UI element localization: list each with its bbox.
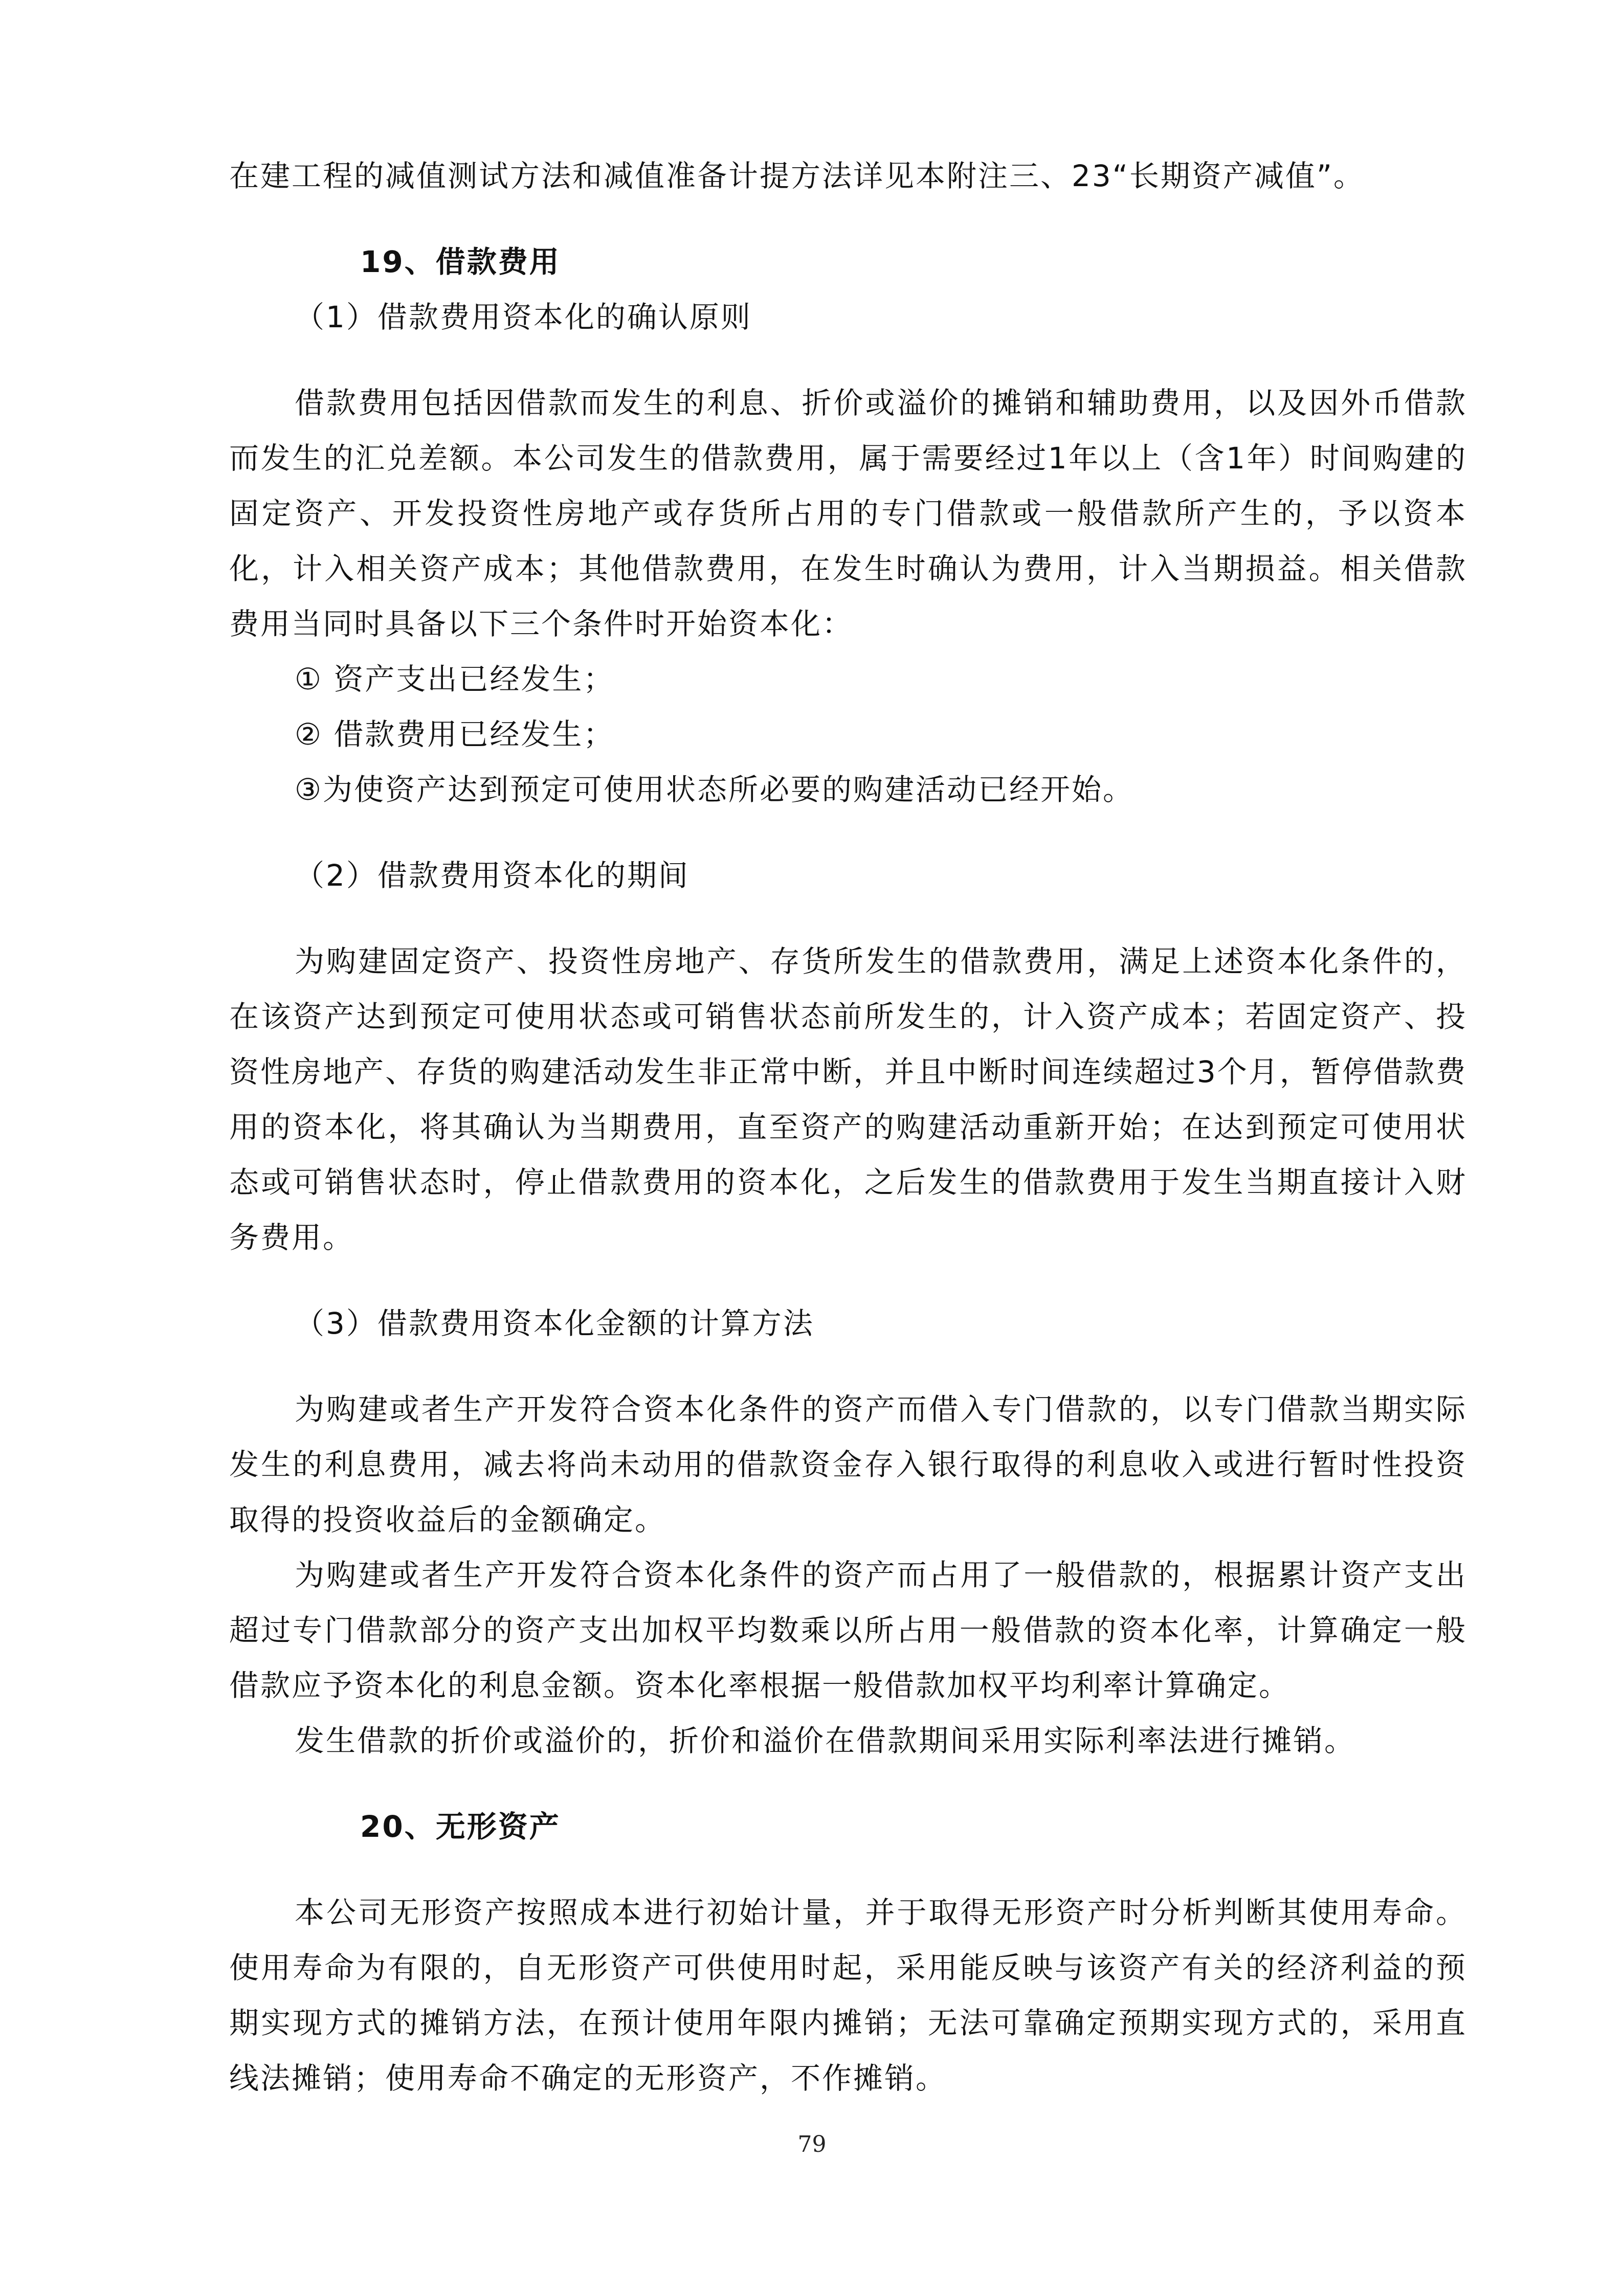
spacer	[229, 817, 1467, 848]
list-item: ③为使资产达到预定可使用状态所必要的购建活动已经开始。	[295, 772, 1134, 807]
spacer	[229, 204, 1467, 234]
section-19-sub2-title: （2）借款费用资本化的期间	[295, 858, 689, 893]
section-20-heading: 20、无形资产	[360, 1809, 561, 1844]
spacer	[229, 1351, 1467, 1382]
section-19-sub2-paragraph: 为购建固定资产、投资性房地产、存货所发生的借款费用，满足上述资本化条件的，在该资产达到预定可使用状态或可销售状态前所发生的，计入资产成本；若固定资产、投资性房地产、存货的购建活动发生非正常中断，并且中断时间连续超过3个月，暂停借款费用的资本化，将其确认为当期费用，直至资产的购建活动重新开始；在达到预定可使用状态或可销售状态时，停止借款费用的资本化，之后发生的借款费用于发生当期直接计入财务费用。	[229, 944, 1467, 1255]
section-20-paragraph: 本公司无形资产按照成本进行初始计量，并于取得无形资产时分析判断其使用寿命。使用寿命为有限的，自无形资产可供使用时起，采用能反映与该资产有关的经济利益的预期实现方式的摊销方法，在预计使用年限内摊销；无法可靠确定预期实现方式的，采用直线法摊销；使用寿命不确定的无形资产，不作摊销。	[229, 1895, 1467, 2096]
section-19-sub3-paragraph-3: 发生借款的折价或溢价的，折价和溢价在借款期间采用实际利率法进行摊销。	[295, 1723, 1356, 1758]
section-19-sub1-title: （1）借款费用资本化的确认原则	[295, 300, 752, 334]
section-19-sub1-paragraph: 借款费用包括因借款而发生的利息、折价或溢价的摊销和辅助费用，以及因外币借款而发生的汇兑差额。本公司发生的借款费用，属于需要经过1年以上（含1年）时间购建的固定资产、开发投资性房地产或存货所占用的专门借款或一般借款所产生的，予以资本化，计入相关资产成本；其他借款费用，在发生时确认为费用，计入当期损益。相关借款费用当同时具备以下三个条件时开始资本化：	[229, 386, 1467, 641]
list-item: ② 借款费用已经发生；	[295, 717, 615, 752]
page-number: 79	[797, 2131, 827, 2157]
spacer	[229, 1854, 1467, 1885]
page-content	[229, 148, 1467, 2106]
intro-paragraph: 在建工程的减值测试方法和减值准备计提方法详见本附注三、23“长期资产减值”。	[229, 159, 1365, 193]
section-19-sub3-paragraph-2: 为购建或者生产开发符合资本化条件的资产而占用了一般借款的，根据累计资产支出超过专门借款部分的资产支出加权平均数乘以所占用一般借款的资本化率，计算确定一般借款应予资本化的利息金额。资本化率根据一般借款加权平均利率计算确定。	[229, 1558, 1467, 1703]
spacer	[229, 345, 1467, 375]
section-19-sub3-title: （3）借款费用资本化金额的计算方法	[295, 1306, 814, 1341]
section-19-sub3-paragraph-1: 为购建或者生产开发符合资本化条件的资产而借入专门借款的，以专门借款当期实际发生的利息费用，减去将尚未动用的借款资金存入银行取得的利息收入或进行暂时性投资取得的投资收益后的金额确定。	[229, 1392, 1467, 1537]
spacer	[229, 903, 1467, 934]
spacer	[229, 1768, 1467, 1799]
spacer	[229, 1265, 1467, 1296]
list-item: ① 资产支出已经发生；	[295, 662, 615, 696]
section-19-heading: 19、借款费用	[360, 244, 561, 279]
